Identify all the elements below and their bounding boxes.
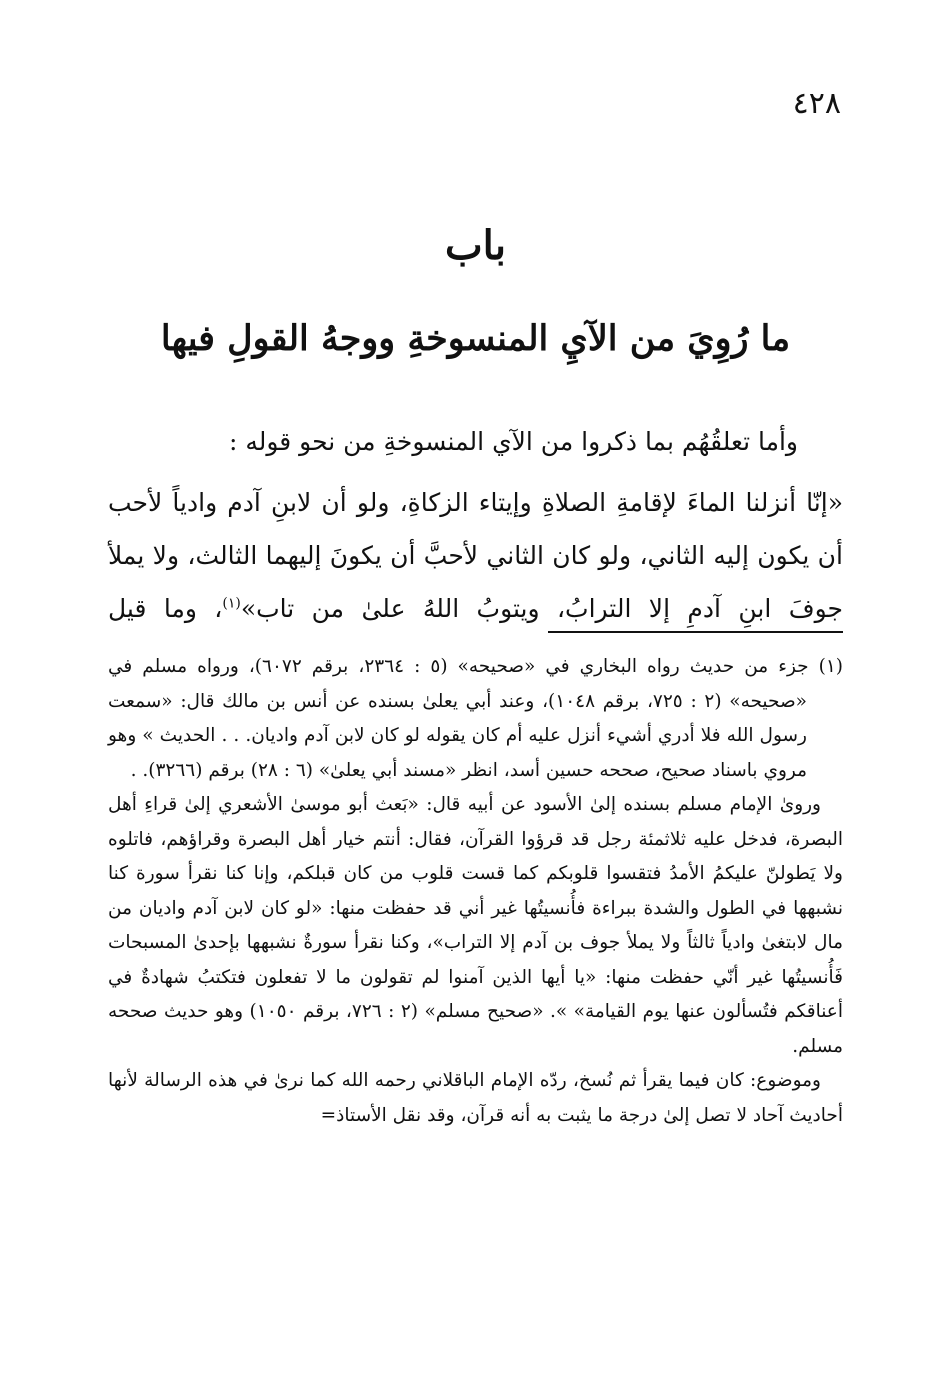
chapter-title: ما رُوِيَ من الآيِ المنسوخةِ ووجهُ القولِ فيها (160, 318, 791, 359)
footnote-1: (١) جزء من حديث رواه البخاري في «صحيحه» (٥ : ٢٣٦٤، برقم ٦٠٧٢)، ورواه مسلم في «صحيحه» (٢ : ٧٢٥، برقم ١٠٤٨)، وعند أبي يعلىٰ بسنده عن أنس بن مالك قال: «سمعت رسول الله فلا أدري أشيء أنزل عليه أم كان يقوله لو كان لابن آدم واديان. . . الحديث » وهو مروي باسناد صحيح، صححه حسين أسد، انظر «مسند أبي يعلىٰ» (٦ : ٢٨) برقم (٣٢٦٦). . (108, 656, 843, 781)
quote-paragraph (108, 476, 843, 635)
footnote-paragraph-2: وروىٰ الإمام مسلم بسنده إلىٰ الأسود عن أبيه قال: «بَعث أبو موسىٰ الأشعري إلىٰ قراءِ أهل البصرة، فدخل عليه ثلاثمئة رجل قد قرؤوا القرآن، فقال: أنتم خيار أهل البصرة وقراؤهم، فاتلوه ولا يَطولنّ عليكمُ الأمدُ فتقسوا قلوبكم كما قست قلوب من كان قبلكم، وإنا كنا نقرأ سورة كنا نشبهها في الطول والشدة ببراءة فأُنسيتُها غير أني قد حفظت منها: «لو كان لابن آدم واديان من مال لابتغىٰ وادياً ثالثاً ولا يملأ جوف بن آدم إلا التراب»، وكنا نقرأ سورةٌ نشبهها بإحدىٰ المسبحات فَأُنسيتُها غير أنّي حفظت منها: «يا أيها الذين آمنوا لم تقولون ما لا تفعلون فتكتبُ شهادةٌ في أعناقكم فتُسألون عنها يوم القيامة» ». «صحيح مسلم» (٢ : ٧٢٦، برقم ١٠٥٠) وهو حديث صححه مسلم. (108, 794, 843, 1057)
main-text (108, 415, 843, 635)
quote-tail: ، وما قيل (108, 594, 223, 623)
footnote-marker[interactable]: (١) (222, 595, 241, 612)
chapter-label: باب (445, 222, 506, 269)
intro-paragraph: وأما تعلقُهُم بما ذكروا من الآي المنسوخةِ من نحو قوله : (228, 427, 798, 456)
quote-text: «إنّا أنزلنا الماءَ لإقامةِ الصلاةِ وإيتاء الزكاةِ، ولو أن لابنِ آدم وادياً لأحب أن يكون إليه الثاني، ولو كان الثاني لأحبَّ أن يكونَ إليهما الثالث، ولا يملأ جوفَ ابنِ آدمِ إلا الترابُ، ويتوبُ اللهُ علىٰ من تاب» (108, 488, 843, 623)
footnotes (108, 650, 843, 1133)
footnote-divider (548, 631, 843, 633)
page-number: ٤٢٨ (792, 86, 841, 121)
footnote-paragraph-3: وموضوع: كان فيما يقرأ ثم نُسخ، ردّه الإمام الباقلاني رحمه الله كما نرىٰ في هذه الرسالة لأنها أحاديث آحاد لا تصل إلىٰ درجة ما يثبت به أنه قرآن، وقد نقل الأستاذ= (108, 1070, 843, 1126)
